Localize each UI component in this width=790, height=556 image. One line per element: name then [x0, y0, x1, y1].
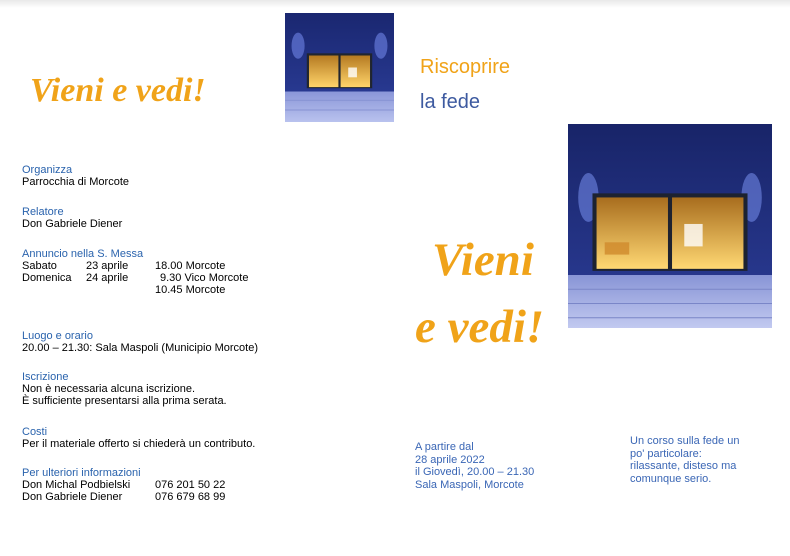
annuncio-time: 10.45 Morcote — [155, 284, 226, 296]
iscrizione-line: Non è necessaria alcuna iscrizione. — [22, 383, 196, 395]
contatti-name: Don Michal Podbielski — [22, 479, 131, 491]
left-title: Vieni e vedi! — [30, 72, 206, 109]
date-line: 28 aprile 2022 — [415, 453, 485, 466]
luogo-label: Luogo e orario — [22, 330, 93, 342]
annuncio-time: 9.30 Vico Morcote — [160, 272, 249, 284]
luogo-value: 20.00 – 21.30: Sala Maspoli (Municipio Morcote) — [22, 342, 259, 354]
organizza-value: Parrocchia di Morcote — [22, 176, 129, 188]
annuncio-time: 18.00 Morcote — [155, 260, 226, 272]
relatore-label: Relatore — [22, 206, 64, 218]
costi-value: Per il materiale offerto si chiederà un contributo. — [22, 438, 256, 450]
annuncio-day: Sabato — [22, 260, 57, 272]
annuncio-date: 24 aprile — [86, 272, 129, 284]
annuncio-row — [22, 284, 282, 296]
annuncio-row — [22, 272, 282, 284]
tagline-line: comunque serio. — [630, 472, 712, 485]
annuncio-label: Annuncio nella S. Messa — [22, 248, 144, 260]
house-photo — [285, 13, 394, 122]
costi-section — [22, 426, 255, 450]
date-line: A partire dal — [415, 441, 474, 453]
relatore-value: Don Gabriele Diener — [22, 218, 123, 230]
heading-riscoprire: Riscoprire — [420, 56, 511, 78]
annuncio-date: 23 aprile — [86, 260, 129, 272]
contatti-phone: 076 679 68 99 — [155, 491, 226, 503]
contatti-row — [22, 491, 282, 503]
annuncio-row — [22, 260, 282, 272]
house-photo — [568, 124, 772, 328]
tagline — [630, 435, 760, 485]
luogo-section — [22, 330, 258, 354]
organizza-section — [22, 164, 129, 188]
annuncio-section — [22, 248, 282, 296]
relatore-section — [22, 206, 122, 230]
contatti-name: Don Gabriele Diener — [22, 491, 123, 503]
right-title-line1: Vieni — [432, 234, 534, 286]
house-photo-icon — [568, 124, 772, 328]
contatti-label: Per ulteriori informazioni — [22, 467, 141, 479]
tagline-line: po' particolare: — [630, 447, 702, 460]
iscrizione-section — [22, 371, 227, 407]
date-line: il Giovedì, 20.00 – 21.30 — [415, 466, 535, 478]
date-block — [415, 441, 585, 491]
tagline-line: Un corso sulla fede un — [630, 435, 740, 447]
annuncio-day: Domenica — [22, 272, 72, 284]
organizza-label: Organizza — [22, 164, 73, 176]
right-title-line2: e vedi! — [415, 301, 545, 353]
heading-la-fede: la fede — [420, 91, 481, 113]
contatti-phone: 076 201 50 22 — [155, 479, 226, 491]
costi-label: Costi — [22, 426, 48, 438]
date-line: Sala Maspoli, Morcote — [415, 478, 524, 491]
iscrizione-line: È sufficiente presentarsi alla prima serata. — [22, 395, 227, 407]
iscrizione-label: Iscrizione — [22, 371, 69, 383]
tagline-line: rilassante, disteso ma — [630, 460, 737, 472]
contatti-row — [22, 479, 282, 491]
contatti-section — [22, 467, 282, 503]
house-photo-icon — [285, 13, 394, 122]
top-shadow-bar — [0, 0, 790, 8]
